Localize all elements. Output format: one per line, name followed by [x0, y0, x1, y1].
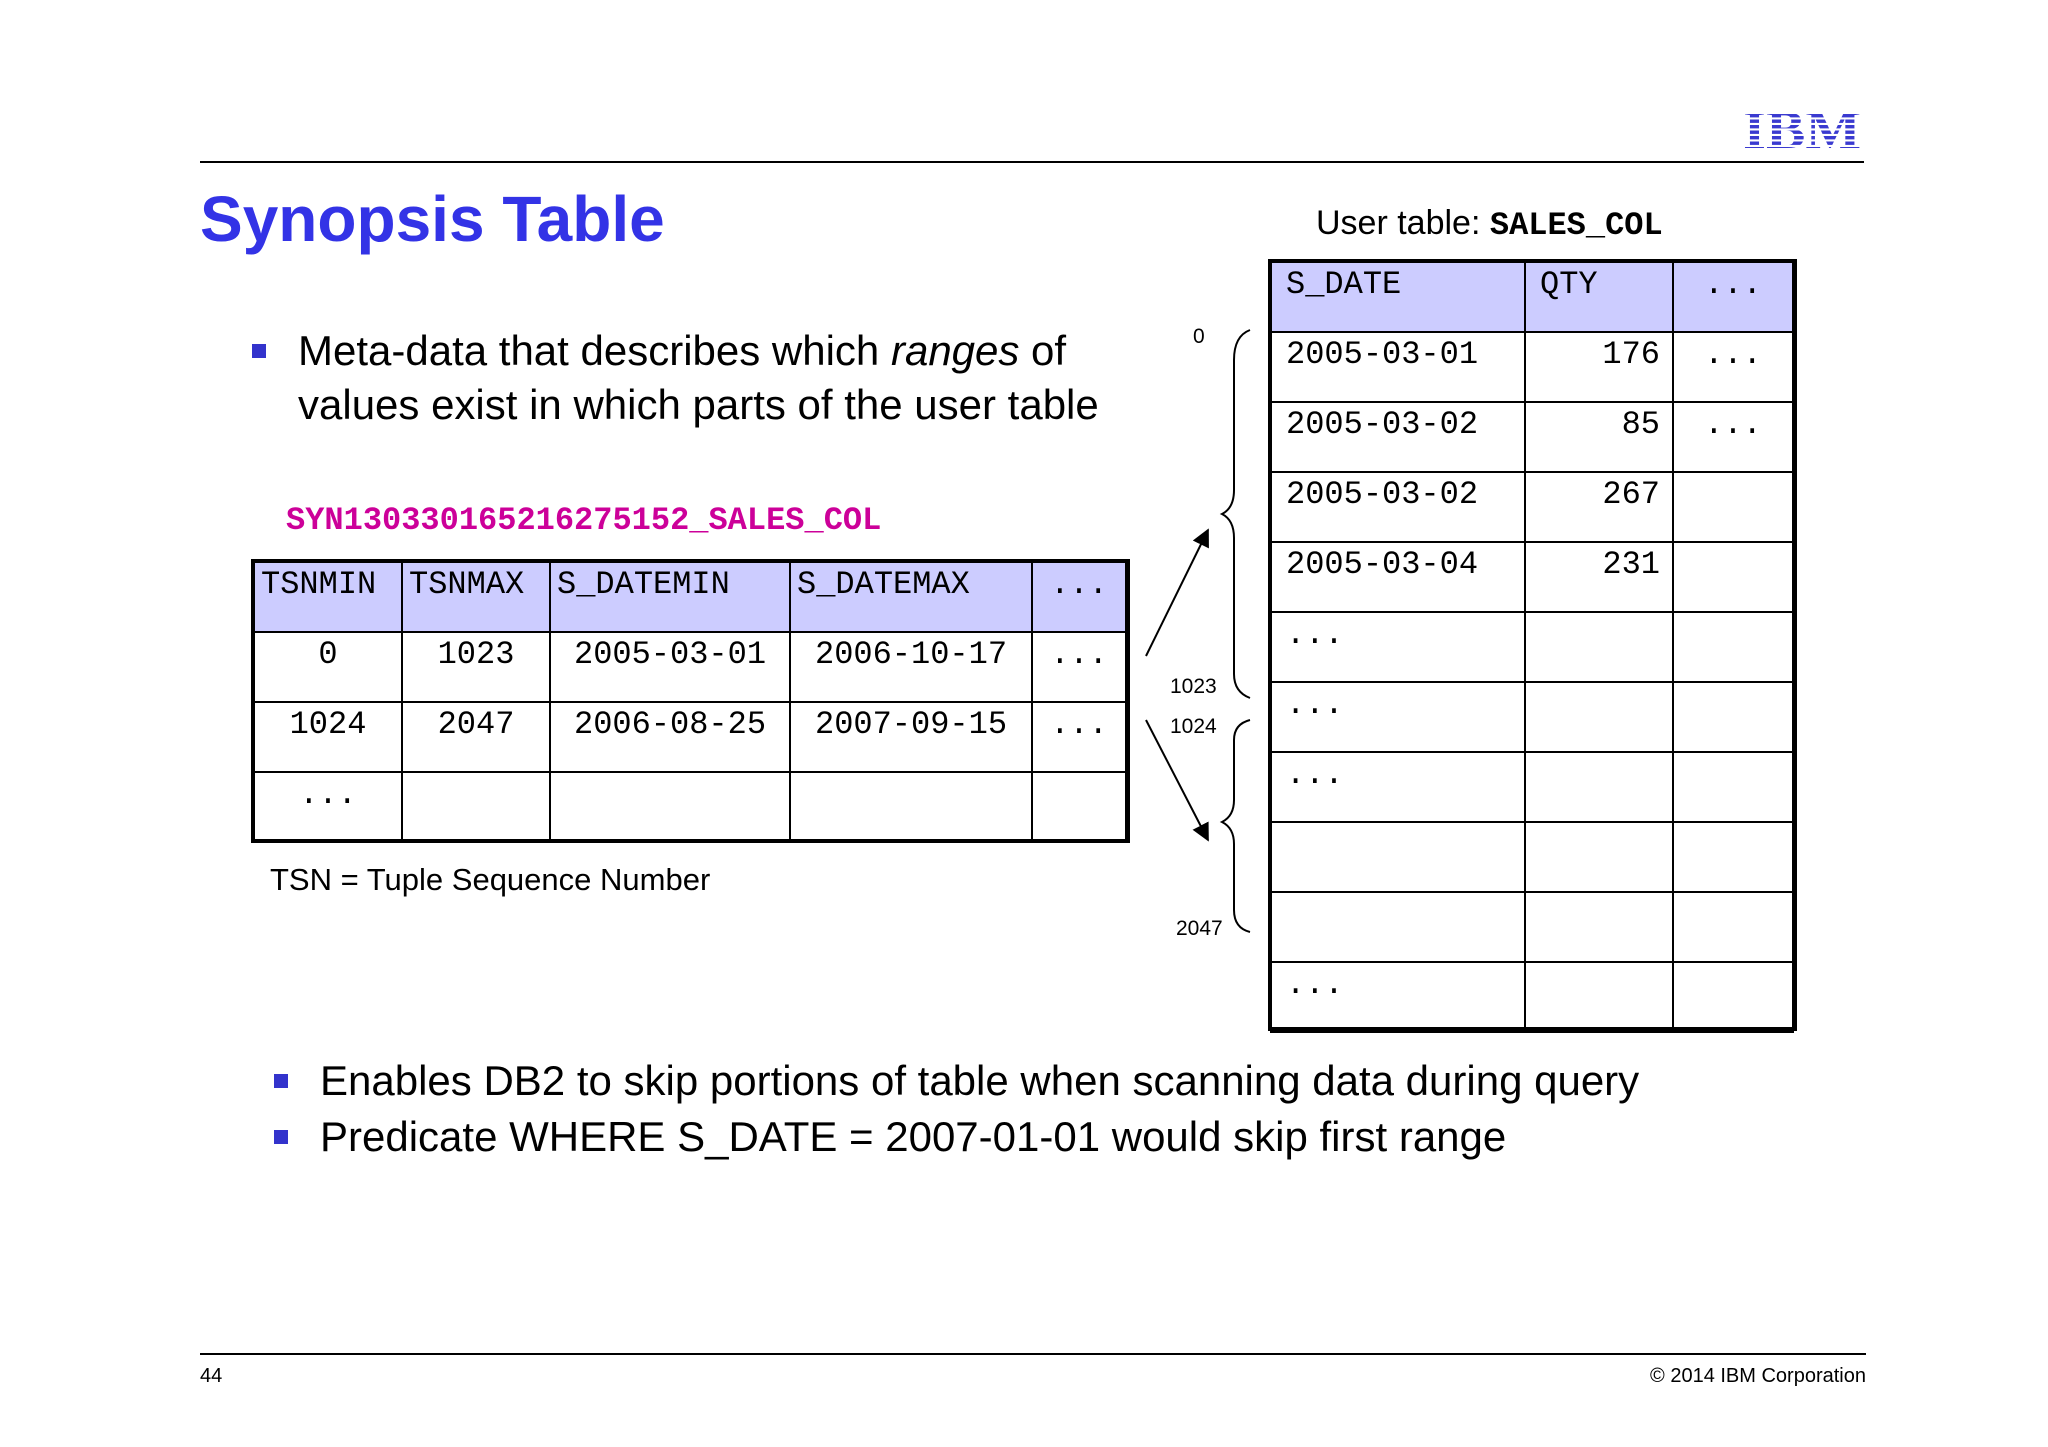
footer-rule [200, 1353, 1866, 1355]
user-table-title [1316, 204, 1663, 244]
synopsis-table [253, 561, 1127, 843]
user-table-name: SALES_COL [1489, 207, 1663, 244]
user-cell [1673, 892, 1793, 962]
range-label-end-1: 1023 [1170, 675, 1217, 698]
synopsis-cell: 2005-03-01 [550, 632, 790, 702]
bullet-enables-db2 [320, 1054, 1639, 1108]
synopsis-cell: 0 [254, 632, 402, 702]
user-cell: ... [1673, 402, 1793, 472]
synopsis-cell [550, 772, 790, 842]
user-cell [1673, 822, 1793, 892]
page-number: 44 [200, 1365, 223, 1387]
user-row [1271, 612, 1793, 682]
user-header-cell: QTY [1525, 262, 1673, 332]
tsn-note: TSN = Tuple Sequence Number [270, 862, 711, 897]
user-header-cell: ... [1673, 262, 1793, 332]
bullet-predicate [320, 1110, 1506, 1164]
synopsis-cell: ... [1032, 632, 1126, 702]
user-cell: 231 [1525, 542, 1673, 612]
user-cell [1525, 962, 1673, 1032]
user-row [1271, 822, 1793, 892]
user-cell: 2005-03-04 [1271, 542, 1525, 612]
range-brace-1 [1222, 330, 1250, 698]
user-row [1271, 892, 1793, 962]
bullet-text-italic: ranges [890, 327, 1020, 374]
synopsis-header-cell: TSNMIN [254, 562, 402, 632]
synopsis-cell: 2006-10-17 [790, 632, 1032, 702]
synopsis-header-cell: TSNMAX [402, 562, 550, 632]
bullet-text-after: of values exist in which parts of the user table [298, 327, 1099, 428]
logo-text: IBM [1743, 103, 1861, 153]
synopsis-cell: 1024 [254, 702, 402, 772]
user-row [1271, 402, 1793, 472]
synopsis-row [254, 632, 1126, 702]
synopsis-cell: 2047 [402, 702, 550, 772]
user-cell: ... [1271, 962, 1525, 1032]
synopsis-cell: 2007-09-15 [790, 702, 1032, 772]
user-cell [1525, 682, 1673, 752]
user-cell: 85 [1525, 402, 1673, 472]
synopsis-header-cell: S_DATEMAX [790, 562, 1032, 632]
user-cell [1673, 472, 1793, 542]
synopsis-cell: 1023 [402, 632, 550, 702]
user-cell [1673, 612, 1793, 682]
user-cell: 2005-03-01 [1271, 332, 1525, 402]
user-row [1271, 682, 1793, 752]
user-cell [1525, 892, 1673, 962]
user-cell [1673, 962, 1793, 1032]
range-arrow-1 [1146, 530, 1208, 656]
synopsis-cell [790, 772, 1032, 842]
user-cell: 267 [1525, 472, 1673, 542]
synopsis-cell: 2006-08-25 [550, 702, 790, 772]
synopsis-cell: ... [254, 772, 402, 842]
user-cell [1673, 752, 1793, 822]
user-table-label: User table: [1316, 204, 1490, 242]
ibm-logo [1742, 103, 1862, 153]
user-header-row [1271, 262, 1793, 332]
user-cell: ... [1673, 332, 1793, 402]
copyright: © 2014 IBM Corporation [1650, 1365, 1866, 1387]
synopsis-header-cell: ... [1032, 562, 1126, 632]
synopsis-table-name: SYN130330165216275152_SALES_COL [286, 502, 882, 539]
synopsis-cell: ... [1032, 702, 1126, 772]
bullet-square-icon [252, 344, 266, 358]
user-cell [1271, 892, 1525, 962]
user-row [1271, 332, 1793, 402]
user-cell: 176 [1525, 332, 1673, 402]
bullet-metadata [298, 324, 1178, 432]
range-label-end-2: 2047 [1176, 917, 1223, 940]
user-cell [1673, 682, 1793, 752]
user-cell [1525, 612, 1673, 682]
user-row [1271, 752, 1793, 822]
user-cell: ... [1271, 682, 1525, 752]
user-cell: ... [1271, 752, 1525, 822]
user-table [1270, 261, 1794, 1033]
bullet-text-before: Meta-data that describes which [298, 327, 891, 374]
bullet-text: Predicate WHERE S_DATE = 2007-01-01 would skip first range [320, 1113, 1507, 1160]
range-label-start-2: 1024 [1170, 715, 1217, 738]
user-row [1271, 542, 1793, 612]
page-title: Synopsis Table [200, 183, 665, 255]
user-cell [1525, 752, 1673, 822]
synopsis-cell [402, 772, 550, 842]
bullet-square-icon [274, 1074, 288, 1088]
bullet-text: Enables DB2 to skip portions of table when scanning data during query [320, 1057, 1640, 1104]
user-cell: ... [1271, 612, 1525, 682]
user-cell [1525, 822, 1673, 892]
user-cell: 2005-03-02 [1271, 472, 1525, 542]
range-label-start-1: 0 [1193, 325, 1205, 348]
synopsis-header-cell: S_DATEMIN [550, 562, 790, 632]
user-cell [1271, 822, 1525, 892]
header-rule [200, 161, 1864, 163]
synopsis-header-row [254, 562, 1126, 632]
synopsis-row [254, 772, 1126, 842]
user-cell: 2005-03-02 [1271, 402, 1525, 472]
user-row [1271, 962, 1793, 1032]
bullet-square-icon [274, 1130, 288, 1144]
user-cell [1673, 542, 1793, 612]
user-header-cell: S_DATE [1271, 262, 1525, 332]
range-brace-2 [1222, 720, 1250, 932]
synopsis-cell [1032, 772, 1126, 842]
user-row [1271, 472, 1793, 542]
synopsis-row [254, 702, 1126, 772]
range-connector-diagram [1120, 300, 1270, 960]
